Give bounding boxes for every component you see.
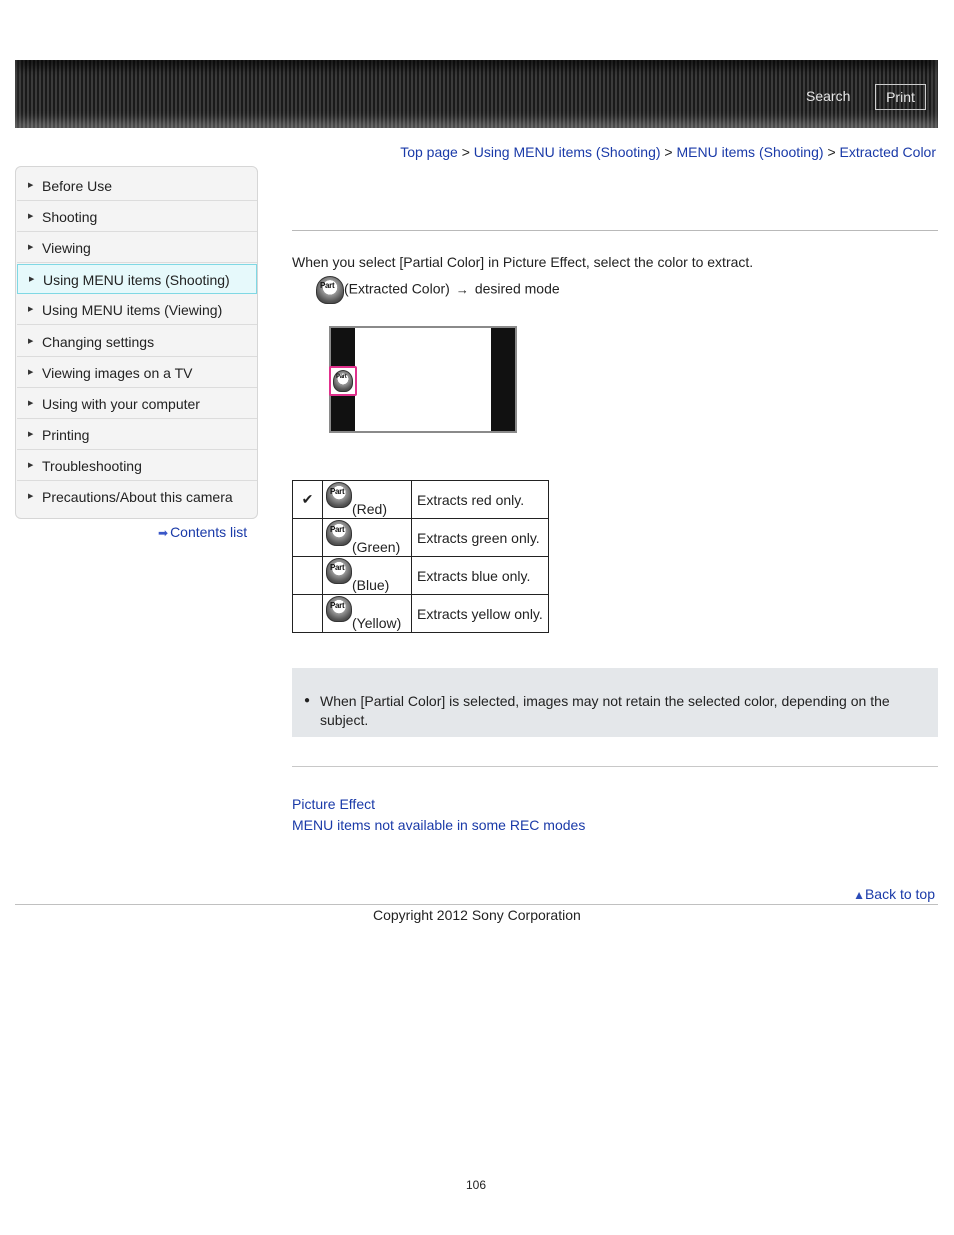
sidebar-item-troubleshooting[interactable] bbox=[17, 451, 257, 481]
procedure-step bbox=[316, 276, 560, 304]
triangle-right-icon: ▶ bbox=[28, 306, 34, 313]
mode-label: (Green) bbox=[352, 539, 401, 555]
sidebar-item-precautions[interactable] bbox=[17, 482, 257, 512]
mode-description: Extracts red only. bbox=[412, 481, 549, 519]
checkmark-cell bbox=[293, 481, 323, 519]
contents-list-link[interactable] bbox=[158, 524, 247, 540]
table-row bbox=[293, 519, 549, 557]
sidebar-item-using-menu-viewing[interactable] bbox=[17, 295, 257, 325]
triangle-up-icon: ▲ bbox=[853, 888, 865, 902]
checkmark-icon: ✔ bbox=[301, 491, 314, 507]
sidebar-item-before-use[interactable] bbox=[17, 171, 257, 201]
title-divider bbox=[292, 230, 938, 231]
checkmark-cell bbox=[293, 519, 323, 557]
triangle-right-icon: ▶ bbox=[29, 276, 35, 283]
breadcrumb-menu-items-shooting[interactable]: MENU items (Shooting) bbox=[676, 144, 824, 160]
mode-label-cell bbox=[323, 557, 412, 595]
search-button[interactable]: Search bbox=[806, 88, 851, 104]
note-box bbox=[292, 668, 938, 737]
table-row bbox=[293, 557, 549, 595]
triangle-right-icon: ▶ bbox=[28, 462, 34, 469]
sidebar-item-using-menu-shooting[interactable] bbox=[17, 264, 257, 294]
sidebar-item-label: Using MENU items (Viewing) bbox=[42, 302, 223, 318]
page-number: 106 bbox=[466, 1178, 487, 1192]
related-link-picture-effect[interactable]: Picture Effect bbox=[292, 796, 376, 812]
contents-list-label: Contents list bbox=[170, 524, 248, 540]
breadcrumb-separator: > bbox=[461, 144, 470, 160]
triangle-right-icon: ▶ bbox=[28, 244, 34, 251]
mode-description: Extracts blue only. bbox=[412, 557, 549, 595]
header-bar bbox=[15, 60, 938, 128]
step-setting: (Extracted Color) bbox=[344, 280, 450, 297]
sidebar-item-label: Precautions/About this camera bbox=[42, 489, 233, 505]
mode-label: (Yellow) bbox=[352, 615, 402, 631]
sidebar-item-changing-settings[interactable] bbox=[17, 327, 257, 357]
mode-label-cell bbox=[323, 481, 412, 519]
sidebar-item-viewing[interactable] bbox=[17, 233, 257, 263]
breadcrumb-top-page[interactable]: Top page bbox=[400, 144, 458, 160]
selected-setting-highlight bbox=[329, 366, 357, 396]
footer-divider bbox=[15, 904, 938, 905]
triangle-right-icon: ▶ bbox=[28, 182, 34, 189]
partial-color-icon: Part bbox=[316, 276, 344, 304]
back-to-top-label: Back to top bbox=[864, 886, 935, 902]
breadcrumb-separator: > bbox=[664, 144, 673, 160]
step-target: desired mode bbox=[474, 280, 560, 297]
checkmark-cell bbox=[293, 557, 323, 595]
camera-screen-illustration bbox=[329, 326, 517, 433]
back-to-top-link[interactable] bbox=[853, 886, 935, 902]
sidebar-item-printing[interactable] bbox=[17, 420, 257, 450]
intro-text: When you select [Partial Color] in Picture Effect, select the color to extract. bbox=[292, 254, 754, 270]
mode-label-cell bbox=[323, 595, 412, 633]
triangle-right-icon: ▶ bbox=[28, 431, 34, 438]
arrow-right-icon: ➡ bbox=[158, 526, 169, 540]
sidebar-item-label: Using MENU items (Shooting) bbox=[43, 272, 230, 288]
bullet-icon: ● bbox=[304, 695, 311, 706]
partial-color-icon: Part bbox=[333, 370, 353, 392]
related-link-menu-not-available[interactable]: MENU items not available in some REC modes bbox=[292, 817, 586, 833]
mode-description: Extracts green only. bbox=[412, 519, 549, 557]
triangle-right-icon: ▶ bbox=[28, 400, 34, 407]
sidebar-item-viewing-on-tv[interactable] bbox=[17, 358, 257, 388]
triangle-right-icon: ▶ bbox=[28, 213, 34, 220]
sidebar-item-label: Viewing images on a TV bbox=[42, 365, 193, 381]
breadcrumb-separator: > bbox=[827, 144, 836, 160]
mode-label-cell bbox=[323, 519, 412, 557]
checkmark-cell bbox=[293, 595, 323, 633]
partial-color-blue-icon: Part bbox=[326, 558, 352, 584]
note-text: When [Partial Color] is selected, images may not retain the selected color, depending on the subject. bbox=[320, 693, 890, 728]
sidebar-item-label: Using with your computer bbox=[42, 396, 200, 412]
sidebar-item-using-with-computer[interactable] bbox=[17, 389, 257, 419]
related-divider bbox=[292, 766, 938, 767]
breadcrumb bbox=[400, 144, 936, 160]
partial-color-red-icon: Part bbox=[326, 482, 352, 508]
copyright-text: Copyright 2012 Sony Corporation bbox=[373, 907, 581, 923]
mode-description: Extracts yellow only. bbox=[412, 595, 549, 633]
sidebar-item-shooting[interactable] bbox=[17, 202, 257, 232]
partial-color-green-icon: Part bbox=[326, 520, 352, 546]
arrow-right-icon: → bbox=[455, 281, 469, 297]
breadcrumb-using-menu-shooting[interactable]: Using MENU items (Shooting) bbox=[473, 144, 661, 160]
sidebar-item-label: Printing bbox=[42, 427, 90, 443]
triangle-right-icon: ▶ bbox=[28, 493, 34, 500]
sidebar bbox=[15, 166, 258, 519]
triangle-right-icon: ▶ bbox=[28, 369, 34, 376]
sidebar-item-label: Before Use bbox=[42, 178, 113, 194]
table-row bbox=[293, 481, 549, 519]
print-button[interactable]: Print bbox=[875, 84, 926, 110]
table-row bbox=[293, 595, 549, 633]
triangle-right-icon: ▶ bbox=[28, 338, 34, 345]
breadcrumb-extracted-color[interactable]: Extracted Color bbox=[839, 144, 936, 160]
screen-right-bar bbox=[491, 328, 515, 431]
partial-color-yellow-icon: Part bbox=[326, 596, 352, 622]
sidebar-item-label: Changing settings bbox=[42, 334, 155, 350]
sidebar-item-label: Shooting bbox=[42, 209, 98, 225]
sidebar-item-label: Viewing bbox=[42, 240, 91, 256]
mode-table bbox=[292, 480, 549, 633]
mode-label: (Blue) bbox=[352, 577, 390, 593]
sidebar-item-label: Troubleshooting bbox=[42, 458, 142, 474]
mode-label: (Red) bbox=[352, 501, 388, 517]
